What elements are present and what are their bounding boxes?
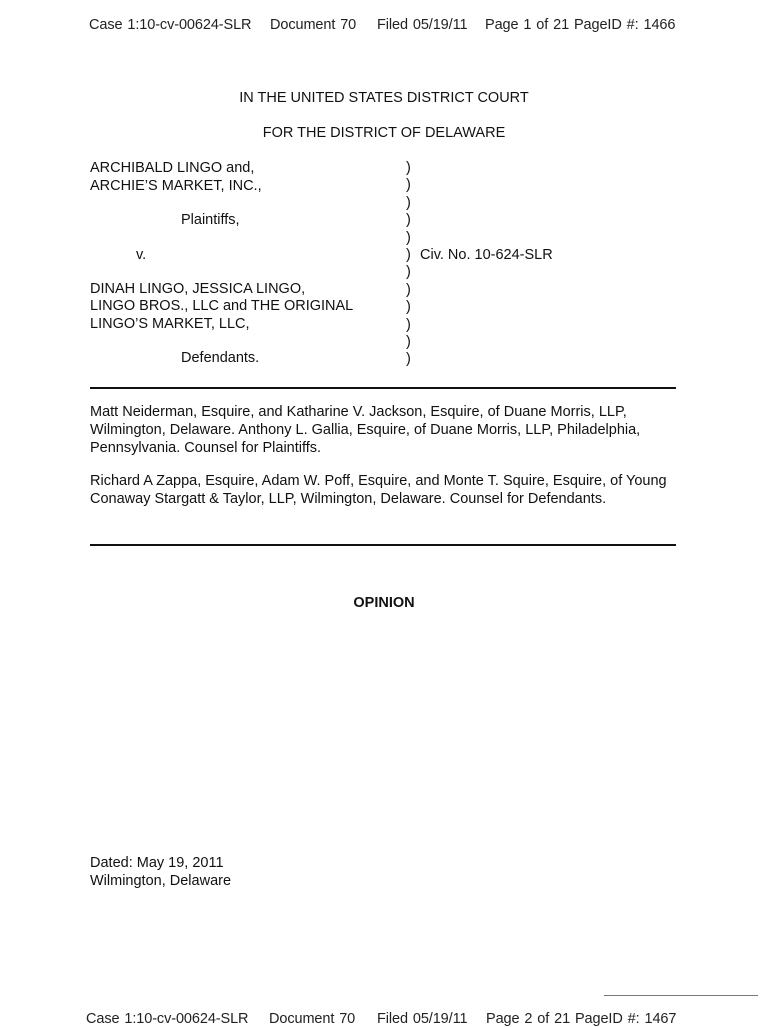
defendant-names: DINAH LINGO, JESSICA LINGO, <box>90 281 306 297</box>
dated-location: Wilmington, Delaware <box>90 873 232 889</box>
civil-number: Civ. No. 10-624-SLR <box>420 247 553 263</box>
versus-label: v. <box>136 247 147 263</box>
plaintiff-company: ARCHIE’S MARKET, INC., <box>90 178 262 194</box>
paren: ) <box>406 299 411 316</box>
page-id: Page 1 of 21 PageID #: 1466 <box>485 17 676 33</box>
paren: ) <box>406 316 411 333</box>
paren: ) <box>406 229 411 246</box>
defendant-company-2: LINGO’S MARKET, LLC, <box>90 316 250 332</box>
court-name: IN THE UNITED STATES DISTRICT COURT <box>239 90 529 106</box>
dated-line: Dated: May 19, 2011 <box>90 855 224 871</box>
paren: ) <box>406 281 411 298</box>
paren: ) <box>406 246 411 263</box>
case-header <box>89 17 251 33</box>
divider-top <box>90 387 676 389</box>
caption-parentheses <box>406 160 411 369</box>
paren: ) <box>406 212 411 229</box>
next-case-number: Case 1:10-cv-00624-SLR <box>86 1011 249 1027</box>
paren: ) <box>406 351 411 368</box>
plaintiff-name: ARCHIBALD LINGO and, <box>90 160 255 176</box>
filed-date: Filed 05/19/11 <box>377 17 468 33</box>
defendants-label: Defendants. <box>181 350 260 366</box>
court-district: FOR THE DISTRICT OF DELAWARE <box>262 125 506 141</box>
paren: ) <box>406 264 411 281</box>
paren: ) <box>406 333 411 350</box>
paren: ) <box>406 177 411 194</box>
page-break-rule <box>604 995 758 996</box>
paren: ) <box>406 160 411 176</box>
document-number: Document 70 <box>270 17 357 33</box>
divider-bottom <box>90 544 676 546</box>
paren: ) <box>406 194 411 211</box>
defendant-company-1: LINGO BROS., LLC and THE ORIGINAL <box>90 298 354 314</box>
plaintiffs-counsel: Matt Neiderman, Esquire, and Katharine V. Jackson, Esquire, of Duane Morris, LLP, Wilmington, Delaware. Anthony L. Gallia, Esquire, of Duane Morris, LLP, Philadelphia, Pennsylvania. Counsel for Plaintiffs. <box>90 404 641 456</box>
opinion-title: OPINION <box>353 595 415 611</box>
next-filed-date: Filed 05/19/11 <box>377 1011 468 1027</box>
plaintiffs-label: Plaintiffs, <box>181 212 240 228</box>
case-number: Case 1:10-cv-00624-SLR <box>89 17 252 33</box>
defendants-counsel: Richard A Zappa, Esquire, Adam W. Poff, Esquire, and Monte T. Squire, Esquire, of Young Conaway Stargatt & Taylor, LLP, Wilmington, Delaware. Counsel for Defendants. <box>90 473 667 507</box>
next-document-number: Document 70 <box>269 1011 356 1027</box>
next-page-id: Page 2 of 21 PageID #: 1467 <box>486 1011 677 1027</box>
